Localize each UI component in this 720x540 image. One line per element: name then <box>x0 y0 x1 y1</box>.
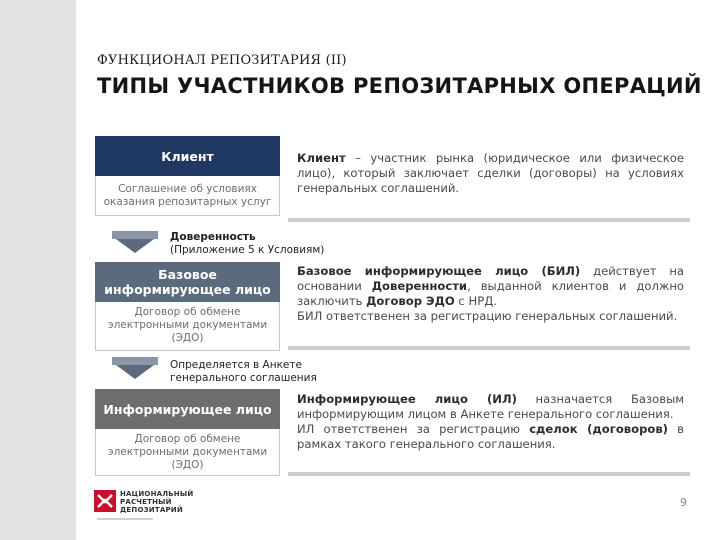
note2-line2: генерального соглашения <box>170 372 317 384</box>
slide-title: ТИПЫ УЧАСТНИКОВ РЕПОЗИТАРНЫХ ОПЕРАЦИЙ <box>97 74 702 98</box>
slide-subtitle: ФУНКЦИОНАЛ РЕПОЗИТАРИЯ (II) <box>97 53 347 68</box>
bil-text-3: с НРД. <box>454 294 497 308</box>
nrd-logo-text <box>120 490 193 514</box>
arrow-down-icon <box>112 231 158 255</box>
il-text-3: в рамках такого генерального соглашения. <box>297 422 684 451</box>
client-description <box>288 147 690 222</box>
logo-line3: ДЕПОЗИТАРИЙ <box>120 506 183 514</box>
bil-doverennost: Доверенности <box>371 279 468 293</box>
bil-text-1: действует на основании <box>297 264 685 293</box>
il-agreement: Договор об обмене электронными документами (ЭДО) <box>95 429 280 476</box>
client-heading: Клиент <box>95 136 280 176</box>
bil-responsibility: БИЛ ответственен за регистрацию генеральных соглашений. <box>297 309 678 323</box>
client-agreement: Соглашение об условиях оказания репозитарных услуг <box>95 176 280 216</box>
arrow-down-icon <box>112 357 158 381</box>
page-number: 9 <box>680 496 687 509</box>
il-box <box>95 389 280 476</box>
logo-tagline-rule <box>97 518 153 520</box>
il-deals: сделок (договоров) <box>529 422 668 436</box>
il-description <box>288 388 690 476</box>
bil-dogovor-edo: Договор ЭДО <box>366 294 455 308</box>
note-questionnaire <box>170 359 317 385</box>
il-text-1: назначается Базовым информирующим лицом в Анкете генерального соглашения. <box>297 392 684 421</box>
il-term: Информирующее лицо (ИЛ) <box>297 392 517 406</box>
client-desc-text: – участник рынка (юридическое или физическое лицо), который заключает сделки (договоры) на условиях генеральных соглашений. <box>297 151 684 195</box>
client-term: Клиент <box>297 151 346 165</box>
bil-agreement: Договор об обмене электронными документами (ЭДО) <box>95 302 280 351</box>
note2-line1: Определяется в Анкете <box>170 359 302 371</box>
logo-line1: НАЦИОНАЛЬНЫЙ <box>120 490 194 498</box>
bil-description <box>288 260 690 350</box>
logo-line2: РАСЧЕТНЫЙ <box>120 498 172 506</box>
nrd-logo-icon <box>94 490 116 512</box>
il-heading: Информирующее лицо <box>95 389 280 429</box>
note-power-of-attorney <box>170 231 324 257</box>
client-box <box>95 136 280 216</box>
bil-box <box>95 262 280 351</box>
note1-line1: Доверенность <box>170 231 256 243</box>
note1-line2: (Приложение 5 к Условиям) <box>170 244 325 256</box>
bil-heading: Базовое информирующее лицо <box>95 262 280 302</box>
left-sidebar-band <box>0 0 76 540</box>
bil-term: Базовое информирующее лицо (БИЛ) <box>297 264 581 278</box>
bil-text-2: , выданной клиентов и должно заключить <box>297 279 684 308</box>
il-text-2: ИЛ ответственен за регистрацию <box>297 422 530 436</box>
